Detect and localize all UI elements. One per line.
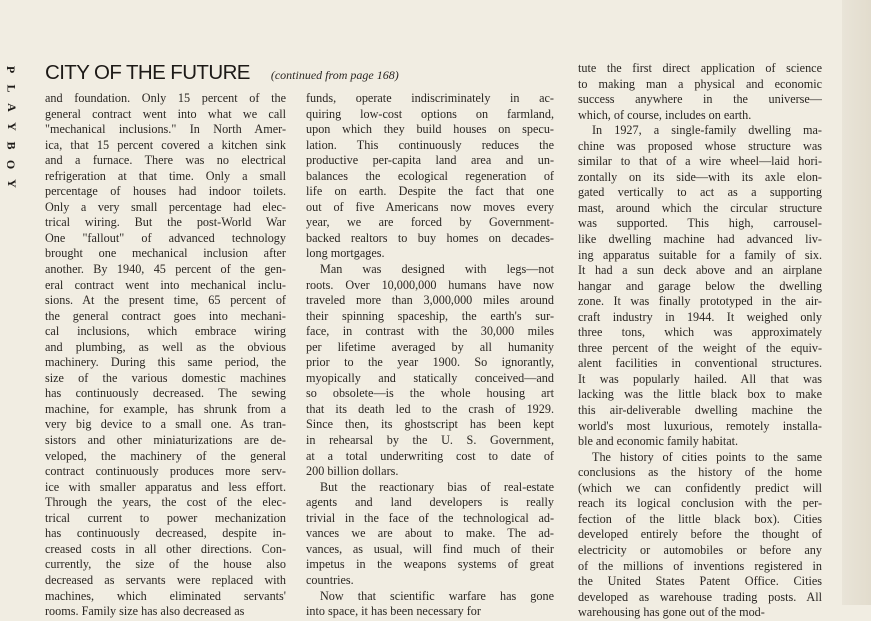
text-line: conclusions as the history of the home [578,465,822,480]
text-line: very big device to a small one. As tran- [45,417,286,432]
text-line: countries. [306,572,354,587]
text-line: machines, which eliminated servants' [45,588,286,603]
text-line: prior to the year 1900. So ignorantly, [306,355,554,370]
text-line: ice with smaller apparatus and less effort. [45,479,286,494]
text-line: brought one mechanical inclusion after [45,246,286,261]
text-line: which, of course, includes on earth. [578,107,752,122]
text-line: and foundation. Only 15 percent of the [45,91,286,105]
text-line: tute the first direct application of science [578,61,822,75]
article-heading [45,61,399,85]
text-line: (which we can confidently predict will [578,480,822,495]
paragraph [45,91,286,620]
text-line: alent facilities in conventional structures. [578,356,822,371]
text-line: in rehearsal by the U. S. Government, [306,433,554,448]
text-line: quiring low-cost options on farmland, [306,106,554,121]
text-line: gated vertically to act as a supporting [578,185,822,200]
text-line: long mortgages. [306,246,385,261]
text-line: success anywhere in the universe— [578,92,822,107]
text-line: machine, for example, has shrunk from a [45,401,286,416]
spine-letter: Y [4,122,19,131]
text-line: In 1927, a single-family dwelling ma- [592,123,822,138]
paragraph [306,589,554,620]
text-line: three percent of the weight of the equiv- [578,340,822,355]
text-line: year, we are forced by Government- [306,215,554,230]
text-line: Now that scientific warfare has gone [320,588,554,603]
text-line: lation. This continuously reduces the [306,137,554,152]
text-line: funds, operate indiscriminately in ac- [306,91,554,105]
text-line: fection of the little black box). Cities [578,511,822,526]
text-line: the United States Patent Office. Cities [578,574,822,589]
text-line: hangar and garage below the dwelling [578,278,822,293]
text-line: ica, that 15 percent covered a kitchen sink [45,137,286,152]
text-line: Man was designed with legs—not [320,262,554,277]
text-line: their spinning spaceship, the earth's sur- [306,308,554,323]
text-line: Since then, its ghostscript has been kept [306,417,554,432]
text-line: eral contract went into mechanical inclu- [45,277,286,292]
spine-letter: L [4,84,19,93]
text-line: face, in contrast with the 30,000 miles [306,324,554,339]
text-line: has continuously decreased, despite in- [45,526,286,541]
text-line: upon which they build houses on specu- [306,122,554,137]
text-line: creased costs in all other directions. Con- [45,541,286,556]
text-line: contract continuously produces more serv- [45,464,286,479]
text-line: craft industry in 1944. It weighed only [578,309,822,324]
text-line: and a furnace. There was no electrical [45,153,286,168]
text-line: rooms. Family size has also decreased as [45,604,245,619]
text-line: percentage of houses had indoor toilets. [45,184,286,199]
text-line: ble and economic family habitat. [578,434,739,449]
paragraph [306,91,554,262]
text-line: the general contract goes into mechani- [45,308,286,323]
paragraph [578,450,822,621]
text-line: electricity or automobiles or before any [578,542,822,557]
text-line: machinery. During this same period, the [45,355,286,370]
text-line: vances we are about to make. The ad- [306,526,554,541]
text-line: One "fallout" of advanced technology [45,230,286,245]
text-line: ing apparatus suitable for a family of six. [578,247,822,262]
text-line: It had a sun deck above and an airplane [578,263,822,278]
text-line: similar to that of a wire wheel—laid hori- [578,154,822,169]
text-line: at a total underwriting cost to date of [306,448,554,463]
text-line: zone. It was finally prototyped in the air- [578,294,822,309]
text-line: cal inclusions, which embrace wiring [45,324,286,339]
text-line: and plumbing, as well as the obvious [45,339,286,354]
text-line: sistors and other miniaturizations are de- [45,433,286,448]
text-line: vances, as usual, will find much of their [306,541,554,556]
text-line: Through the years, the cost of the elec- [45,495,286,510]
text-line: lacking was the little black box to make [578,387,822,402]
text-line: 200 billion dollars. [306,464,399,479]
text-line: refrigeration at that time. Only a small [45,168,286,183]
text-line: reach its logical conclusion with the per- [578,496,822,511]
article-title: CITY OF THE FUTURE [45,61,250,84]
text-line: trical wiring. But the post-World War [45,215,286,230]
text-line: developed entirely before the thought of [578,527,822,542]
text-line: three tons, which was approximately [578,325,822,340]
text-line: another. By 1940, 45 percent of the gen- [45,262,286,277]
spine-letter: A [4,103,19,112]
text-line: that its death led to the crash of 1929. [306,401,554,416]
text-line: The history of cities points to the same [592,449,822,464]
continued-note: (continued from page 168) [270,68,399,82]
text-line: chine was proposed whose structure was [578,138,822,153]
paragraph [578,61,822,123]
text-line: size of the various domestic machines [45,370,286,385]
text-line: balances the ecological regeneration of [306,168,554,183]
text-line: impetus in the weapons systems of great [306,557,554,572]
paragraph [306,480,554,589]
text-line: mast, around which the circular structure [578,200,822,215]
page-edge [842,0,871,605]
text-line: It was popularly hailed. All that was [578,371,822,386]
text-line: veloped, the machinery of the general [45,448,286,463]
text-column-1 [45,91,286,620]
text-column-2 [306,91,554,620]
text-line: Only a very small percentage had elec- [45,199,286,214]
text-line: life on earth. Despite the fact that one [306,184,554,199]
text-line: traveled more than 3,000,000 miles around [306,293,554,308]
text-line: per lifetime averaged by all humanity [306,339,554,354]
magazine-spine-label [2,60,20,188]
text-column-3 [578,61,822,621]
text-line: roots. Over 10,000,000 humans have now [306,277,554,292]
text-line: myopically and statically conceived—and [306,370,554,385]
text-line: into space, it has been necessary for [306,604,481,619]
spine-letter: B [4,141,19,150]
text-line: so obsolete—is the whole housing art [306,386,554,401]
text-line: this air-deliverable dwelling machine the [578,403,822,418]
spine-letter: Y [4,179,19,188]
text-line: has continuously decreased. The sewing [45,386,286,401]
text-line: of the millions of inventions registered in [578,558,822,573]
text-line: trivial in the face of the technological ad- [306,510,554,525]
paragraph [578,123,822,449]
text-line: general contract went into what we call [45,106,286,121]
text-line: zontally on its side—with its axle elon- [578,169,822,184]
text-line: like dwelling machine had advanced liv- [578,232,822,247]
text-line: world's most luxurious, remotely installa- [578,418,822,433]
text-line: backed realtors to buy homes on decades- [306,230,554,245]
text-line: "mechanical inclusions." In North Amer- [45,122,286,137]
text-line: warehousing has gone out of the mod- [578,605,765,620]
text-line: trical current to power mechanization [45,510,286,525]
text-line: out of five Americans now moves every [306,199,554,214]
text-line: agents and land developers is really [306,495,554,510]
spine-letter: O [4,159,19,170]
text-line: sions. At the present time, 65 percent of [45,293,286,308]
text-line: decreased as servants were replaced with [45,572,286,587]
spine-letter: P [4,65,19,74]
text-line: to making man a physical and economic [578,76,822,91]
text-line: was supported. This high, carrousel- [578,216,822,231]
text-line: currently, the size of the house also [45,557,286,572]
text-line: But the reactionary bias of real-estate [320,479,554,494]
text-line: developed as warehouse trading posts. All [578,589,822,604]
paragraph [306,262,554,480]
text-line: productive per-capita land area and un- [306,153,554,168]
